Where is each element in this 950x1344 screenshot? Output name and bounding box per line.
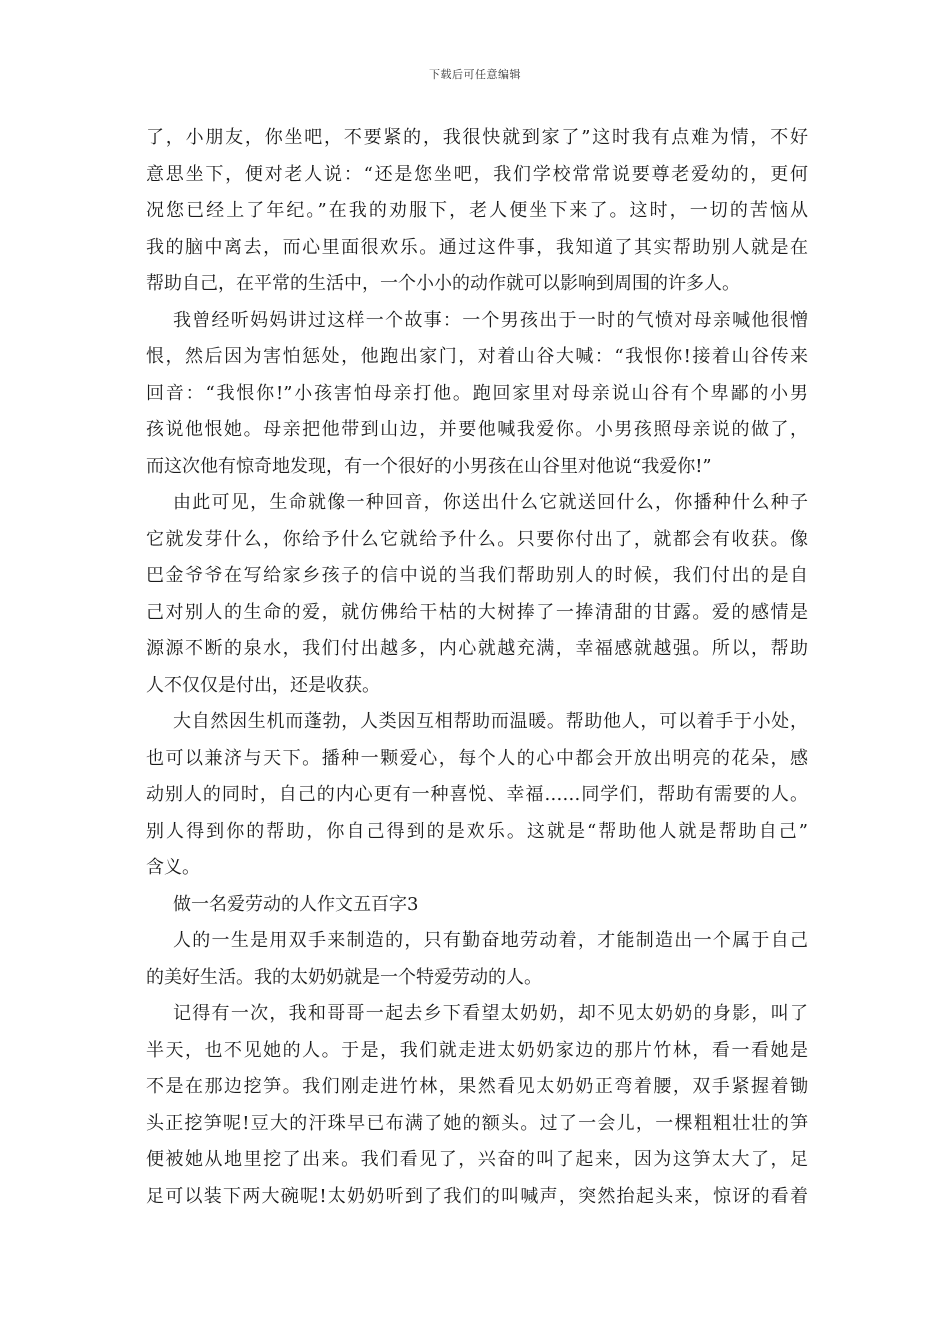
page-header: 下载后可任意编辑 bbox=[429, 68, 521, 81]
text-line: 做一名爱劳动的人作文五百字3 bbox=[173, 893, 419, 915]
text-line: 大自然因生机而蓬勃，人类因互相帮助而温暖。帮助他人，可以着手于小处， bbox=[173, 711, 808, 732]
text-line: 它就发芽什么，你给予什么它就给予什么。只要你付出了，就都会有收获。像 bbox=[146, 528, 808, 550]
text-line: 头正挖笋呢!豆大的汗珠早已布满了她的额头。过了一会儿，一棵粗粗壮壮的笋 bbox=[146, 1112, 808, 1134]
text-line: 含义。 bbox=[146, 857, 200, 878]
document-body bbox=[146, 120, 808, 1215]
text-line: 恨，然后因为害怕惩处，他跑出家门，对着山谷大喊：“我恨你!接着山谷传来 bbox=[146, 346, 808, 367]
text-line: 也可以兼济与天下。播种一颗爱心，每个人的心中都会开放出明亮的花朵，感 bbox=[146, 747, 808, 769]
text-line: 由此可见，生命就像一种回音，你送出什么它就送回什么，你播种什么种子 bbox=[173, 492, 808, 513]
text-line: 动别人的同时，自己的内心更有一种喜悦、幸福……同学们，帮助有需要的人。 bbox=[146, 784, 808, 805]
text-line: 而这次他有惊奇地发现，有一个很好的小男孩在山谷里对他说“我爱你!” bbox=[146, 455, 712, 477]
text-line: 别人得到你的帮助，你自己得到的是欢乐。这就是“帮助他人就是帮助自己” bbox=[146, 820, 808, 842]
text-line: 便被她从地里挖了出来。我们看见了，兴奋的叫了起来，因为这笋太大了，足 bbox=[146, 1149, 808, 1170]
text-line: 我曾经听妈妈讲过这样一个故事：一个男孩出于一时的气愤对母亲喊他很憎 bbox=[173, 309, 808, 331]
text-line: 人不仅仅是付出，还是收获。 bbox=[146, 674, 380, 696]
text-line: 不是在那边挖笋。我们刚走进竹林，果然看见太奶奶正弯着腰，双手紧握着锄 bbox=[146, 1076, 808, 1097]
text-line: 了，小朋友，你坐吧，不要紧的，我很快就到家了”这时我有点难为情，不好 bbox=[146, 127, 808, 148]
text-line: 帮助自己，在平常的生活中，一个小小的动作就可以影响到周围的许多人。 bbox=[146, 273, 740, 294]
text-line: 己对别人的生命的爱，就仿佛给干枯的大树捧了一捧清甜的甘露。爱的感情是 bbox=[146, 601, 808, 623]
text-line: 孩说他恨她。母亲把他带到山边，并要他喊我爱你。小男孩照母亲说的做了， bbox=[146, 419, 808, 440]
text-line: 回音：“我恨你!”小孩害怕母亲打他。跑回家里对母亲说山谷有个卑鄙的小男 bbox=[146, 382, 808, 404]
text-line: 人的一生是用双手来制造的，只有勤奋地劳动着，才能制造出一个属于自己 bbox=[173, 930, 808, 951]
text-line: 况您已经上了年纪。”在我的劝服下，老人便坐下来了。这时，一切的苦恼从 bbox=[146, 200, 808, 221]
text-line: 的美好生活。我的太奶奶就是一个特爱劳动的人。 bbox=[146, 966, 542, 988]
text-line: 半天，也不见她的人。于是，我们就走进太奶奶家边的那片竹林，看一看她是 bbox=[146, 1039, 808, 1061]
text-line: 意思坐下，便对老人说：“还是您坐吧，我们学校常常说要尊老爱幼的，更何 bbox=[146, 163, 808, 185]
text-line: 巴金爷爷在写给家乡孩子的信中说的当我们帮助别人的时候，我们付出的是自 bbox=[146, 565, 808, 586]
text-line: 我的脑中离去，而心里面很欢乐。通过这件事，我知道了其实帮助别人就是在 bbox=[146, 236, 808, 258]
text-line: 源源不断的泉水，我们付出越多，内心就越充满，幸福感就越强。所以，帮助 bbox=[146, 638, 808, 659]
text-line: 记得有一次，我和哥哥一起去乡下看望太奶奶，却不见太奶奶的身影，叫了 bbox=[173, 1003, 808, 1024]
text-line: 足可以装下两大碗呢!太奶奶听到了我们的叫喊声，突然抬起头来，惊讶的看着 bbox=[146, 1185, 808, 1207]
